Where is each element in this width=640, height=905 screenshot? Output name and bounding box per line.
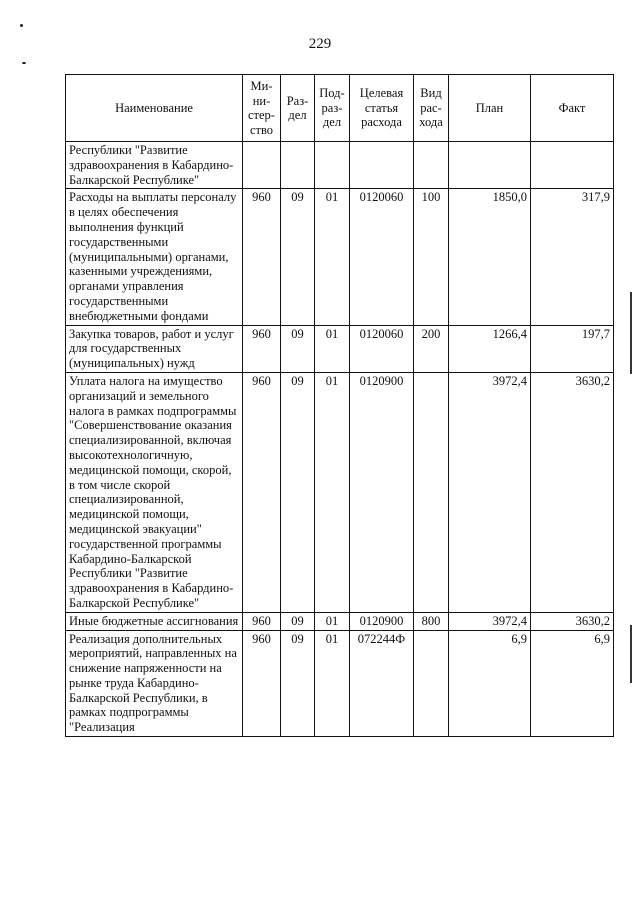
row-ministry: 960 bbox=[243, 372, 281, 612]
row-fact: 197,7 bbox=[531, 325, 614, 372]
row-expense-type bbox=[414, 142, 449, 189]
table-row bbox=[66, 630, 614, 737]
budget-table bbox=[65, 74, 614, 737]
row-section bbox=[281, 142, 315, 189]
scan-edge-mark bbox=[630, 625, 632, 683]
row-target: 0120060 bbox=[350, 325, 414, 372]
row-expense-type: 100 bbox=[414, 189, 449, 325]
row-subsection: 01 bbox=[315, 612, 350, 630]
row-plan: 3972,4 bbox=[449, 372, 531, 612]
row-target: 072244Ф bbox=[350, 630, 414, 737]
row-plan: 1850,0 bbox=[449, 189, 531, 325]
row-ministry: 960 bbox=[243, 612, 281, 630]
scan-dot bbox=[22, 62, 26, 64]
row-section: 09 bbox=[281, 630, 315, 737]
row-ministry: 960 bbox=[243, 189, 281, 325]
row-name: Реализация дополнительных мероприятий, направленных на снижение напряженности на рынке труда Кабардино-Балкарской Республики, в рамках подпрограммы "Реализация bbox=[66, 630, 243, 737]
row-name: Уплата налога на имущество организаций и земельного налога в рамках подпрограммы "Совершенствование оказания специализированной, включая высокотехнологичную, медицинской помощи, скорой, в том числе скорой специализированной, медицинской помощи, медицинской эвакуации" государственной программы Кабардино-Балкарской Республики "Развитие здравоохранения в Кабардино-Балкарской Республике" bbox=[66, 372, 243, 612]
row-section: 09 bbox=[281, 372, 315, 612]
row-plan: 1266,4 bbox=[449, 325, 531, 372]
row-expense-type bbox=[414, 630, 449, 737]
row-subsection bbox=[315, 142, 350, 189]
row-target bbox=[350, 142, 414, 189]
row-ministry: 960 bbox=[243, 630, 281, 737]
row-subsection: 01 bbox=[315, 325, 350, 372]
row-plan: 6,9 bbox=[449, 630, 531, 737]
scan-edge-mark bbox=[630, 292, 632, 374]
row-fact: 3630,2 bbox=[531, 612, 614, 630]
row-name: Расходы на выплаты персоналу в целях обеспечения выполнения функций государственными (муниципальными) органами, казенными учреждениями, органами управления государственными внебюджетными фондами bbox=[66, 189, 243, 325]
row-expense-type: 800 bbox=[414, 612, 449, 630]
row-section: 09 bbox=[281, 612, 315, 630]
row-target: 0120900 bbox=[350, 372, 414, 612]
row-name: Иные бюджетные ассигнования bbox=[66, 612, 243, 630]
row-fact bbox=[531, 142, 614, 189]
row-subsection: 01 bbox=[315, 372, 350, 612]
header-ministry: Ми- ни- стер- ство bbox=[243, 75, 281, 142]
row-ministry bbox=[243, 142, 281, 189]
row-name: Республики "Развитие здравоохранения в Кабардино-Балкарской Республике" bbox=[66, 142, 243, 189]
row-target: 0120060 bbox=[350, 189, 414, 325]
row-fact: 3630,2 bbox=[531, 372, 614, 612]
table-row bbox=[66, 325, 614, 372]
row-expense-type: 200 bbox=[414, 325, 449, 372]
row-plan: 3972,4 bbox=[449, 612, 531, 630]
row-name: Закупка товаров, работ и услуг для государственных (муниципальных) нужд bbox=[66, 325, 243, 372]
row-plan bbox=[449, 142, 531, 189]
scan-dot bbox=[20, 24, 23, 27]
row-subsection: 01 bbox=[315, 189, 350, 325]
table-header-row bbox=[66, 75, 614, 142]
header-expense-type: Вид рас- хода bbox=[414, 75, 449, 142]
row-target: 0120900 bbox=[350, 612, 414, 630]
header-plan: План bbox=[449, 75, 531, 142]
row-fact: 6,9 bbox=[531, 630, 614, 737]
table-row bbox=[66, 142, 614, 189]
row-expense-type bbox=[414, 372, 449, 612]
row-section: 09 bbox=[281, 325, 315, 372]
row-section: 09 bbox=[281, 189, 315, 325]
row-subsection: 01 bbox=[315, 630, 350, 737]
header-section: Раз- дел bbox=[281, 75, 315, 142]
row-fact: 317,9 bbox=[531, 189, 614, 325]
header-target: Целевая статья расхода bbox=[350, 75, 414, 142]
table-row bbox=[66, 189, 614, 325]
table-row bbox=[66, 612, 614, 630]
header-fact: Факт bbox=[531, 75, 614, 142]
header-subsection: Под- раз- дел bbox=[315, 75, 350, 142]
header-name: Наименование bbox=[66, 75, 243, 142]
table-row bbox=[66, 372, 614, 612]
row-ministry: 960 bbox=[243, 325, 281, 372]
page-number: 229 bbox=[308, 36, 332, 52]
